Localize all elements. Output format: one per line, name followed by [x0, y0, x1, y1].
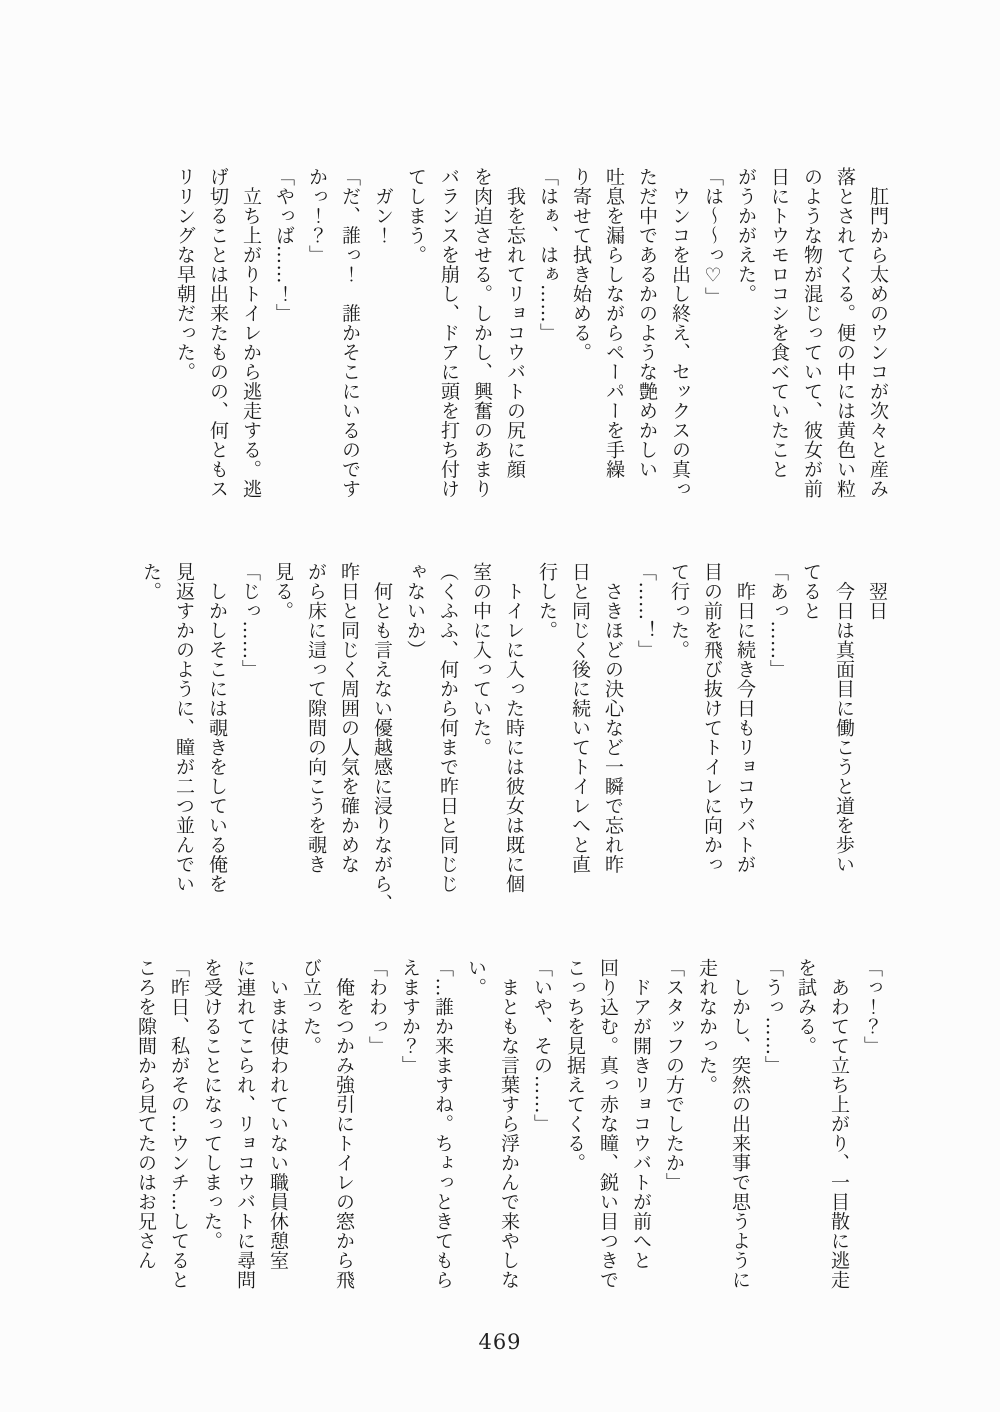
- text-column: 日にトウモロコシを食べていたこと: [768, 167, 790, 479]
- text-column: 「うっ……」: [762, 958, 784, 1075]
- text-section-scene-3: [129, 958, 888, 1290]
- text-column: さきほどの決心など一瞬で忘れ昨: [602, 562, 624, 874]
- text-column: 「…誰か来ますね。ちょっときてもら: [432, 958, 454, 1290]
- text-column: 昨日と同じく周囲の人気を確かめな: [338, 562, 360, 874]
- text-column: 今日は真面目に働こうと道を歩い: [833, 562, 855, 874]
- text-column: しかしそこには覗きをしている俺を: [206, 562, 228, 894]
- text-column: 「昨日、私がその…ウンチ…してると: [168, 958, 190, 1290]
- text-column: 「やっば……！」: [273, 167, 295, 323]
- text-column: 回り込む。真っ赤な瞳、鋭い目つきで: [597, 958, 619, 1290]
- text-section-scene-1: [168, 167, 894, 517]
- text-column: 立ち上がりトイレから逃走する。逃: [240, 167, 262, 499]
- text-column: 「じっ……」: [239, 562, 261, 679]
- text-column: 「だ、誰っ！ 誰かそこにいるのです: [339, 167, 361, 499]
- text-column: 室の中に入っていた。: [470, 562, 492, 757]
- text-column: 「は～～っ♡」: [702, 167, 724, 307]
- text-column: 「スタッフの方でしたか」: [663, 958, 685, 1192]
- text-column: を肉迫させる。しかし、興奮のあまり: [471, 167, 493, 499]
- text-column: ころを隙間から見てたのはお兄さん: [135, 958, 157, 1270]
- text-column: 見る。: [272, 562, 294, 621]
- text-column: てると: [800, 562, 822, 621]
- text-column: を試みる。: [795, 958, 817, 1056]
- text-column: 目の前を飛び抜けてトイレに向かっ: [701, 562, 723, 874]
- text-column: あわてて立ち上がり、一目散に逃走: [828, 958, 850, 1290]
- text-column: 行した。: [536, 562, 558, 640]
- text-column: ウンコを出し終え、セックスの真っ: [669, 167, 691, 499]
- text-column: しかし、突然の出来事で思うように: [729, 958, 751, 1290]
- text-column: 日と同じく後に続いてトイレへと直: [569, 562, 591, 874]
- text-column: バランスを崩し、ドアに頭を打ち付け: [438, 167, 460, 499]
- text-column: 「っ！？」: [861, 958, 883, 1056]
- page-number: 469: [478, 1330, 522, 1354]
- text-column: （くふふ、何から何まで昨日と同じじ: [437, 562, 459, 894]
- text-column: て行った。: [668, 562, 690, 660]
- text-column: び立った。: [300, 958, 322, 1056]
- text-column: てしまう。: [405, 167, 427, 265]
- text-column: 見返すかのように、瞳が二つ並んでい: [173, 562, 195, 894]
- text-column: ドアが開きリョコウバトが前へと: [630, 958, 652, 1270]
- text-column: 昨日に続き今日もリョコウバトが: [734, 562, 756, 874]
- text-column: り寄せて拭き始める。: [570, 167, 592, 362]
- text-column: がうかがえた。: [735, 167, 757, 304]
- text-section-scene-2: [134, 562, 893, 912]
- text-column: 落とされてくる。便の中には黄色い粒: [834, 167, 856, 499]
- text-column: 「はぁ、はぁ……」: [537, 167, 559, 343]
- text-column: えますか？」: [399, 958, 421, 1075]
- text-column: トイレに入った時には彼女は既に個: [503, 562, 525, 894]
- text-column: に連れてこられ、リョコウバトに尋問: [234, 958, 256, 1290]
- text-column: ガン！: [372, 167, 394, 245]
- text-column: げ切ることは出来たものの、何ともス: [207, 167, 229, 499]
- text-column: た。: [140, 562, 162, 601]
- text-column: 「……！」: [635, 562, 657, 660]
- text-column: ゃないか）: [404, 562, 426, 660]
- text-column: リリングな早朝だった。: [174, 167, 196, 382]
- text-column: まともな言葉すら浮かんで来やしな: [498, 958, 520, 1290]
- text-column: 翌日: [866, 562, 888, 621]
- text-column: いまは使われていない職員休憩室: [267, 958, 289, 1270]
- text-column: を受けることになってしまった。: [201, 958, 223, 1251]
- text-column: 「いや、その……」: [531, 958, 553, 1134]
- text-column: こっちを見据えてくる。: [564, 958, 586, 1173]
- text-column: がら床に這って隙間の向こうを覗き: [305, 562, 327, 874]
- text-column: 我を忘れてリョコウバトの尻に顔: [504, 167, 526, 479]
- text-column: のような物が混じっていて、彼女が前: [801, 167, 823, 499]
- text-column: ただ中であるかのような艶めかしい: [636, 167, 658, 479]
- text-column: 何とも言えない優越感に浸りながら、: [371, 562, 393, 913]
- text-column: い。: [465, 958, 487, 997]
- text-column: 「わわっ」: [366, 958, 388, 1056]
- text-column: かっ！？」: [306, 167, 328, 265]
- text-column: 吐息を漏らしながらペーパーを手繰: [603, 167, 625, 479]
- text-column: 俺をつかみ強引にトイレの窓から飛: [333, 958, 355, 1290]
- text-column: 走れなかった。: [696, 958, 718, 1095]
- text-column: 肛門から太めのウンコが次々と産み: [867, 167, 889, 499]
- text-column: 「あっ……」: [767, 562, 789, 679]
